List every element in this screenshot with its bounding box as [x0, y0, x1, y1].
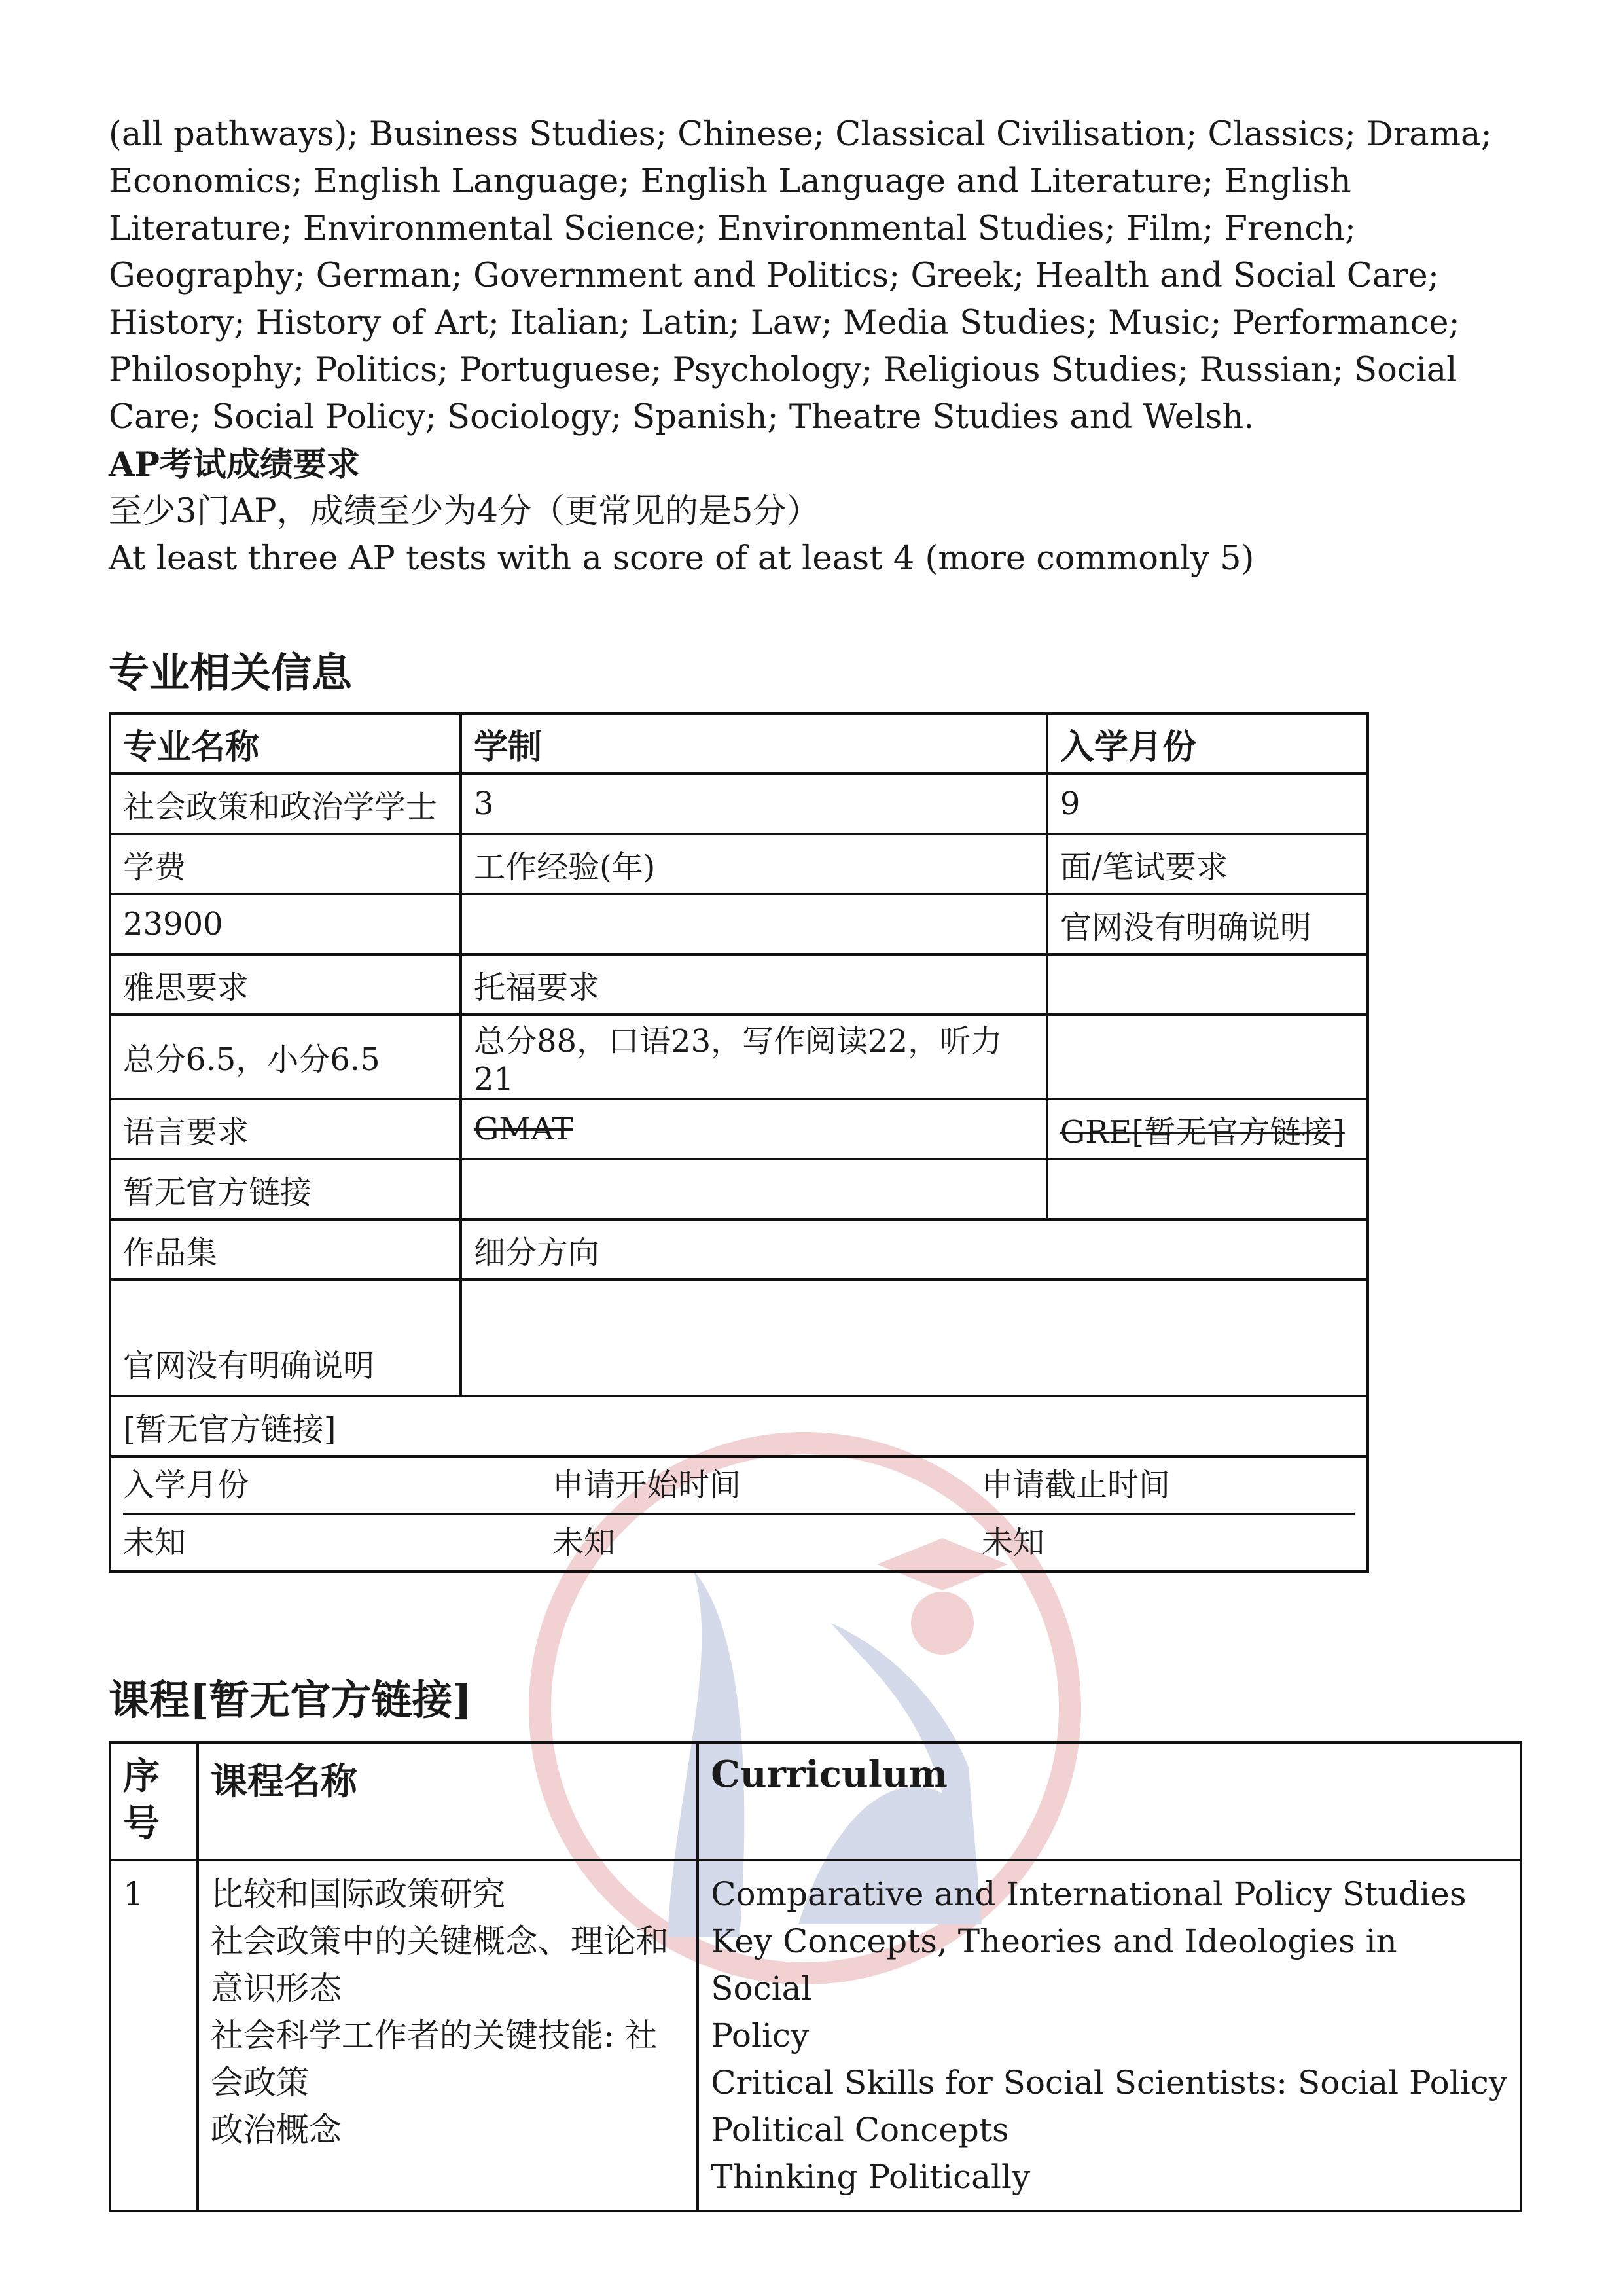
- header-program-name: 专业名称: [110, 713, 461, 774]
- course-en-line: Policy: [711, 2017, 810, 2054]
- program-duration: 3: [461, 774, 1047, 834]
- course-en-line: Political Concepts: [711, 2111, 1009, 2149]
- course-section-title: 课程[暂无官方链接]: [109, 1676, 472, 1724]
- schedule-cell: [110, 1456, 1368, 1571]
- schedule-header-start: 申请开始时间: [552, 1458, 982, 1515]
- course-zh-line: 社会政策中的关键概念、理论和: [210, 1922, 669, 1960]
- course-names-en: [698, 1860, 1521, 2211]
- course-names-zh: [198, 1860, 698, 2211]
- ap-requirement-zh: 至少3门AP，成绩至少为4分（更常见的是5分）: [109, 492, 820, 531]
- direction-label: 细分方向: [461, 1219, 1368, 1280]
- header-number: 序号: [110, 1742, 198, 1860]
- ielts-label: 雅思要求: [110, 954, 461, 1014]
- ap-requirement-en: At least three AP tests with a score of at least 4 (more commonly 5): [109, 539, 1255, 578]
- program-section-title: 专业相关信息: [109, 649, 353, 696]
- work-experience-value: [461, 894, 1047, 954]
- toefl-value: 总分88，口语23，写作阅读22，听力21: [461, 1014, 1047, 1099]
- gre-label: GRE[暂无官方链接]: [1047, 1099, 1368, 1159]
- course-zh-line: 政治概念: [210, 2111, 342, 2149]
- program-name: 社会政策和政治学学士: [110, 774, 461, 834]
- fee-label: 学费: [110, 834, 461, 894]
- schedule-intake-value: 未知: [123, 1524, 187, 1561]
- ap-heading: AP考试成绩要求: [109, 445, 360, 484]
- portfolio-value: 官网没有明确说明: [110, 1280, 461, 1396]
- course-zh-line: 意识形态: [210, 1969, 342, 2007]
- portfolio-label: 作品集: [110, 1219, 461, 1280]
- header-curriculum: Curriculum: [698, 1742, 1521, 1860]
- subjects-paragraph: (all pathways); Business Studies; Chinese; Classical Civilisation; Classics; Drama; Economics; English Language; English Language and Literature; English Literature; Environmental Science; Environmental Studies; Film; French; Geography; German; Government and Politics; Greek; Health and Social Care; History; History of Art; Italian; Latin; Law; Media Studies; Music; Performance; Philosophy; Politics; Portuguese; Psychology; Religious Studies; Russian; Social Care; Social Policy; Sociology; Spanish; Theatre Studies and Welsh.: [109, 115, 1492, 437]
- ielts-value: 总分6.5，小分6.5: [110, 1014, 461, 1099]
- header-course-name: 课程名称: [198, 1742, 698, 1860]
- language-link: 暂无官方链接: [110, 1159, 461, 1219]
- program-intake-month: 9: [1047, 774, 1368, 834]
- fee-value: 23900: [110, 894, 461, 954]
- header-duration: 学制: [461, 713, 1047, 774]
- program-info-table: [109, 712, 1369, 1573]
- empty-cell: [461, 1159, 1047, 1219]
- exam-value: 官网没有明确说明: [1047, 894, 1368, 954]
- course-number: 1: [110, 1860, 198, 2211]
- language-label: 语言要求: [110, 1099, 461, 1159]
- schedule-header-intake: 入学月份: [123, 1458, 552, 1515]
- course-en-line: Thinking Politically: [711, 2158, 1031, 2196]
- gmat-label: GMAT: [461, 1099, 1047, 1159]
- exam-label: 面/笔试要求: [1047, 834, 1368, 894]
- toefl-label: 托福要求: [461, 954, 1047, 1014]
- course-table: [109, 1741, 1522, 2212]
- schedule-deadline-value: 未知: [982, 1524, 1045, 1561]
- course-zh-line: 比较和国际政策研究: [210, 1875, 505, 1913]
- empty-cell: [1047, 1014, 1368, 1099]
- course-zh-line: 社会科学工作者的关键技能: 社: [210, 2017, 658, 2054]
- course-zh-line: 会政策: [210, 2064, 309, 2102]
- direction-value: [461, 1280, 1368, 1396]
- schedule-grid: [123, 1458, 1355, 1570]
- schedule-header-deadline: 申请截止时间: [982, 1458, 1355, 1515]
- header-intake-month: 入学月份: [1047, 713, 1368, 774]
- course-en-line: Comparative and International Policy Studies: [711, 1875, 1467, 1913]
- course-en-line: Critical Skills for Social Scientists: Social Policy: [711, 2064, 1507, 2102]
- schedule-start-value: 未知: [552, 1524, 616, 1561]
- empty-cell: [1047, 954, 1368, 1014]
- empty-cell: [1047, 1159, 1368, 1219]
- intro-block: [109, 111, 1535, 583]
- work-experience-label: 工作经验(年): [461, 834, 1047, 894]
- official-link: [暂无官方链接]: [110, 1396, 1368, 1456]
- course-en-line: Key Concepts, Theories and Ideologies in Social: [711, 1922, 1397, 2007]
